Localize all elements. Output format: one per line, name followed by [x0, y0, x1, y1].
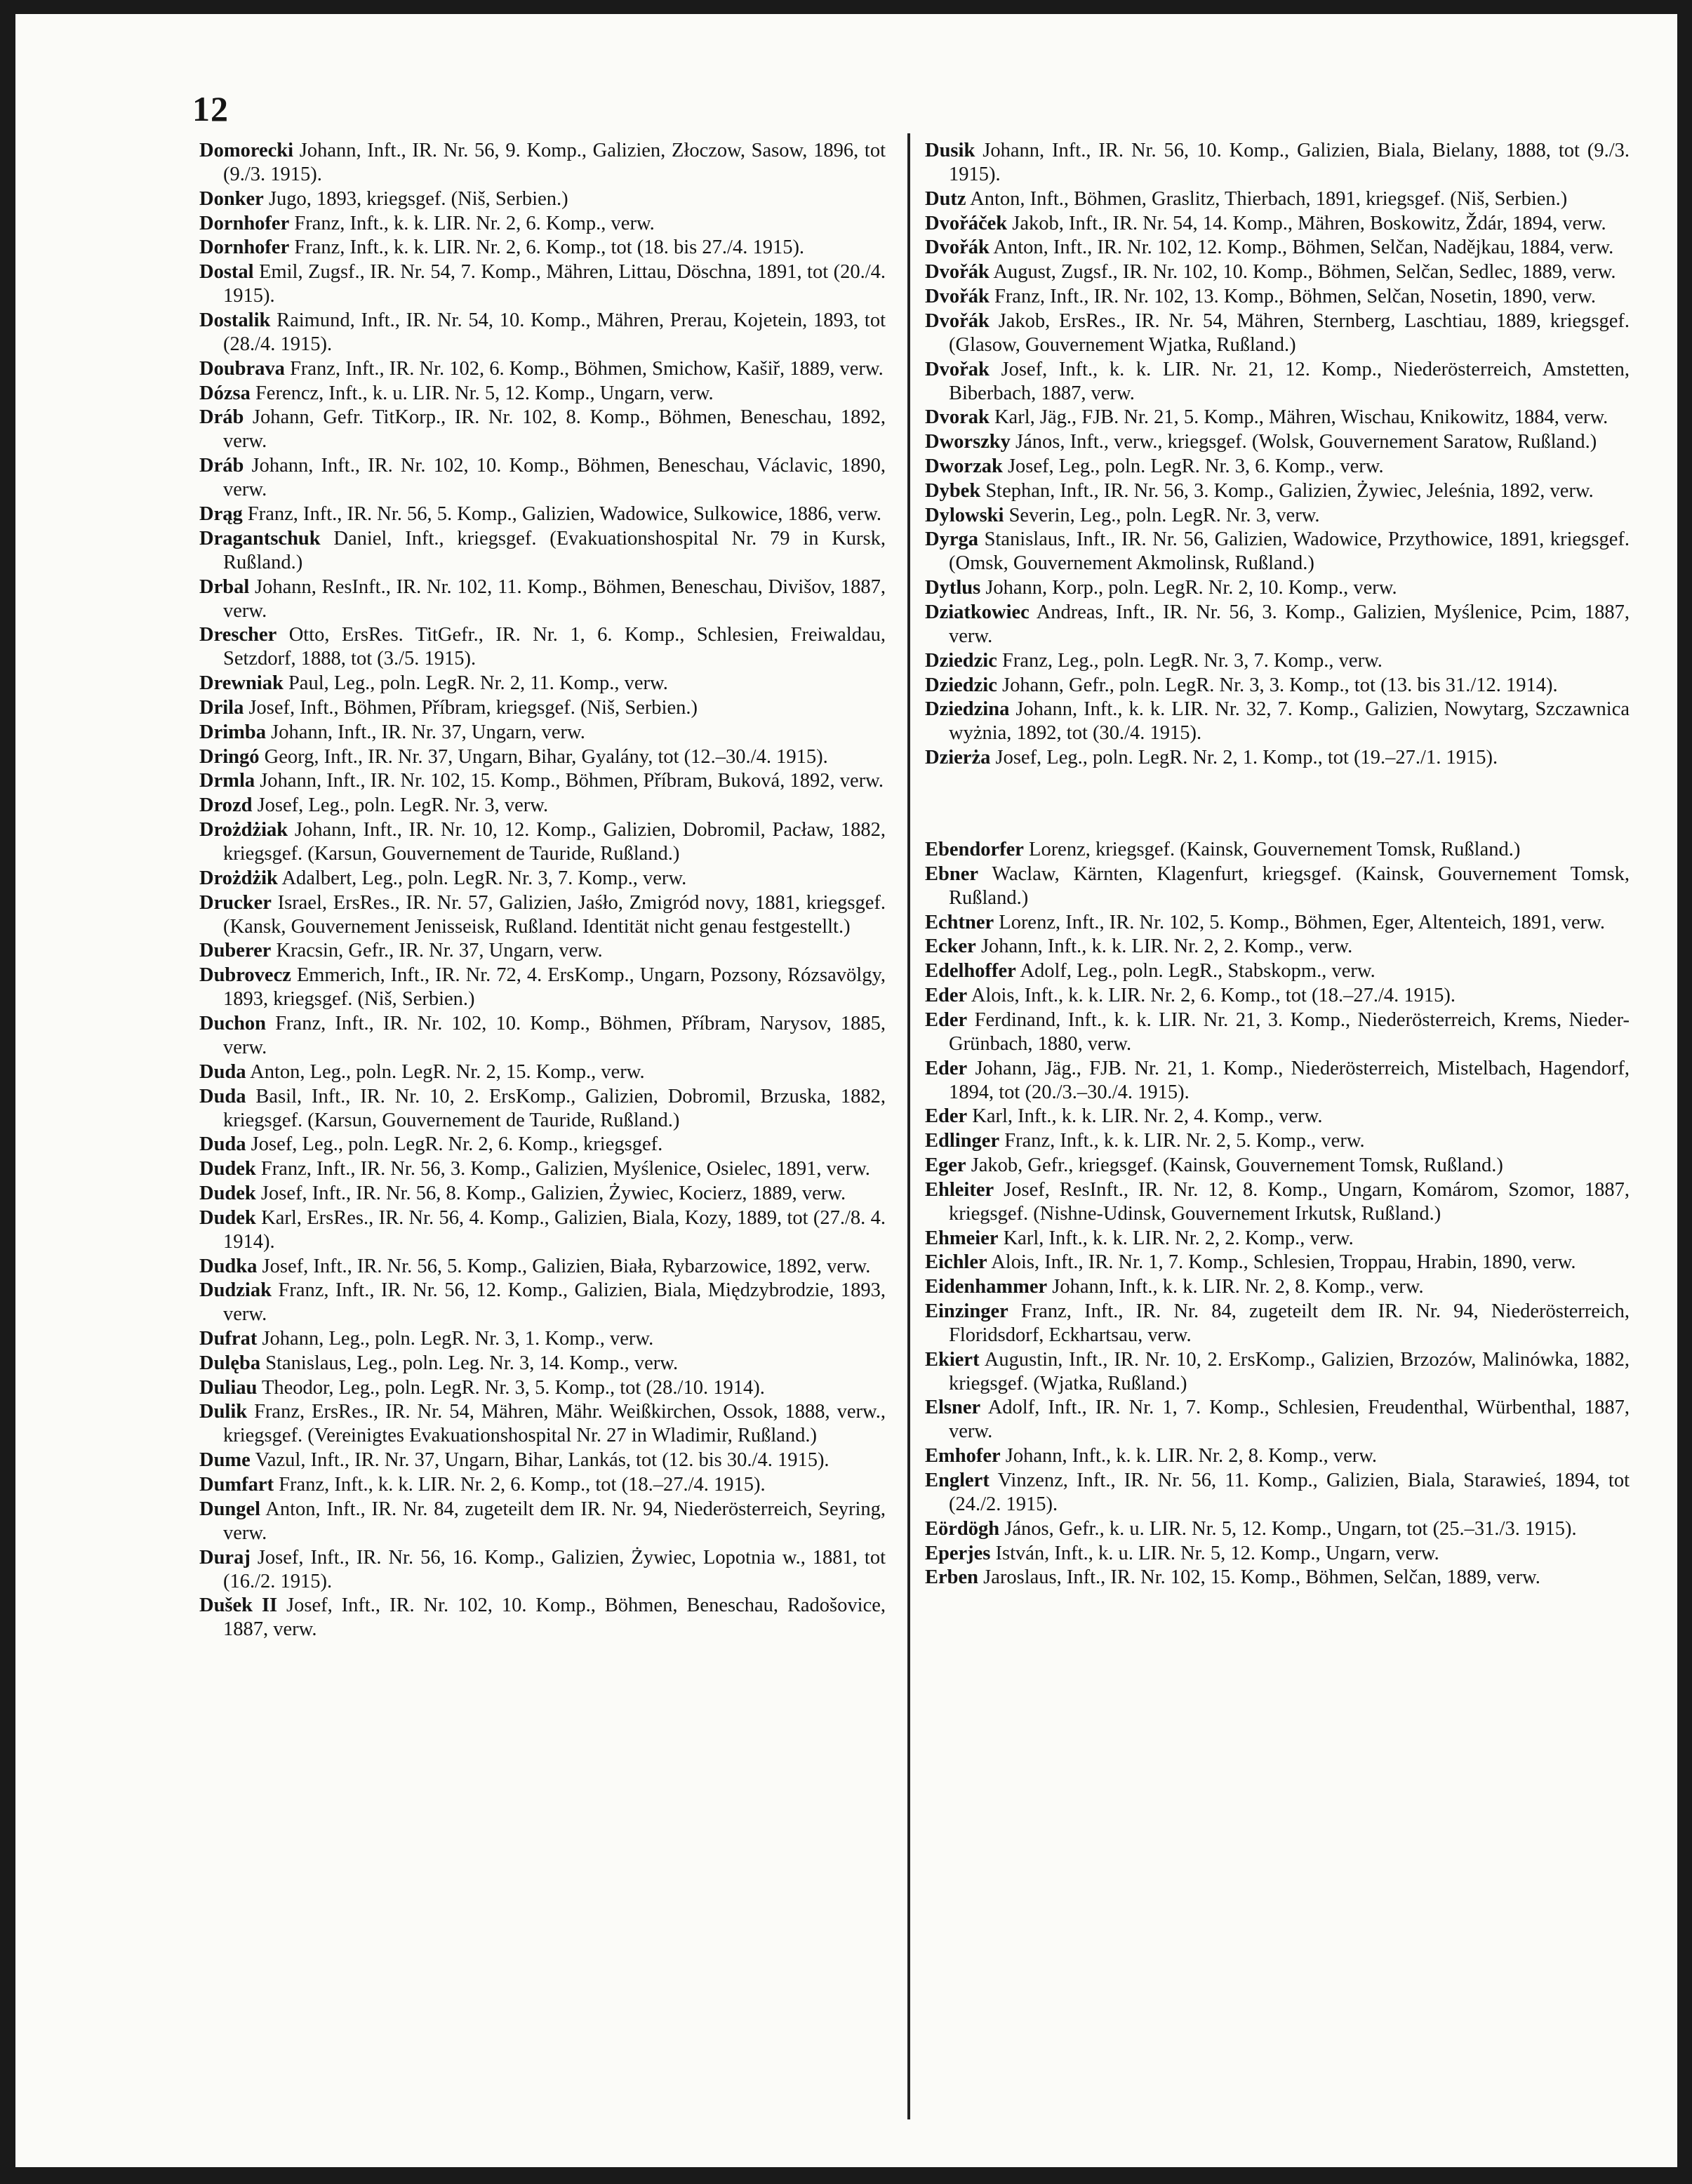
- register-entry: [199, 769, 886, 793]
- entry-surname: Ebner: [925, 863, 979, 885]
- entry-details: Karl, ErsRes., IR. Nr. 56, 4. Komp., Galizien, Biala, Kozy, 1889, tot (27./8. 4. 1914).: [223, 1206, 886, 1253]
- register-entry: [925, 746, 1630, 770]
- entry-surname: Dvořák: [925, 261, 990, 284]
- register-entry: [925, 1178, 1630, 1226]
- register-entry: [199, 502, 886, 526]
- register-entry: [199, 891, 886, 939]
- register-entry: [199, 672, 886, 695]
- entry-surname: Dráb: [199, 455, 244, 477]
- entry-surname: Drimba: [199, 721, 266, 743]
- entry-surname: Ecker: [925, 935, 976, 958]
- register-entry: [925, 430, 1630, 454]
- entry-surname: Duberer: [199, 940, 272, 962]
- entry-surname: Ebendorfer: [925, 838, 1024, 860]
- register-entry: [925, 838, 1630, 862]
- register-entry: [199, 309, 886, 357]
- register-entry: [199, 1546, 886, 1594]
- register-entry: [925, 187, 1630, 211]
- entry-details: Johann, Gefr., poln. LegR. Nr. 3, 3. Komp., tot (13. bis 31./12. 1914).: [1002, 674, 1558, 696]
- entry-details: Franz, Inft., IR. Nr. 102, 13. Komp., Böhmen, Selčan, Nosetin, 1890, verw.: [994, 285, 1596, 307]
- register-entry: [925, 1105, 1630, 1128]
- register-entry: [199, 1012, 886, 1060]
- entry-details: Vinzenz, Inft., IR. Nr. 56, 11. Komp., Galizien, Biala, Starawieś, 1894, tot (24./2. 1915).: [949, 1470, 1630, 1516]
- entry-surname: Eperjes: [925, 1542, 991, 1564]
- entry-details: Franz, Inft., k. k. LIR. Nr. 2, 6. Komp., tot (18. bis 27./4. 1915).: [294, 237, 805, 259]
- entry-details: Daniel, Inft., kriegsgef. (Evakuationshospital Nr. 79 in Kursk, Rußland.): [223, 527, 886, 573]
- entry-surname: Dvořak: [925, 358, 990, 380]
- entry-details: Vazul, Inft., IR. Nr. 37, Ungarn, Bihar, Lankás, tot (12. bis 30./4. 1915).: [255, 1449, 830, 1472]
- entry-details: Josef, Inft., IR. Nr. 56, 8. Komp., Galizien, Żywiec, Kocierz, 1889, verw.: [260, 1182, 846, 1204]
- register-entry: [925, 285, 1630, 309]
- left-column: [199, 139, 886, 1642]
- document-page: [15, 14, 1677, 2167]
- entry-details: Josef, Inft., Böhmen, Příbram, kriegsgef. (Niš, Serbien.): [248, 696, 698, 719]
- entry-surname: Dudziak: [199, 1279, 272, 1302]
- entry-details: Adalbert, Leg., poln. LegR. Nr. 3, 7. Komp., verw.: [281, 867, 687, 889]
- register-entry: [925, 1129, 1630, 1153]
- entry-surname: Eger: [925, 1154, 966, 1176]
- register-entry: [199, 623, 886, 671]
- register-entry: [199, 454, 886, 502]
- entry-details: Johann, Inft., IR. Nr. 37, Ungarn, verw.: [271, 721, 585, 743]
- entry-details: Stanislaus, Leg., poln. Leg. Nr. 3, 14. Komp., verw.: [265, 1352, 679, 1374]
- register-entry: [199, 382, 886, 406]
- entry-surname: Duraj: [199, 1546, 251, 1569]
- register-entry: [199, 1133, 886, 1157]
- register-entry: [199, 357, 886, 381]
- register-entry: [199, 406, 886, 453]
- entry-surname: Duda: [199, 1133, 246, 1156]
- entry-surname: Drescher: [199, 624, 277, 646]
- register-entry: [199, 696, 886, 720]
- register-entry: [925, 479, 1630, 503]
- register-entry: [925, 1154, 1630, 1178]
- entry-surname: Dworszky: [925, 431, 1011, 453]
- entry-details: Franz, Inft., k. k. LIR. Nr. 2, 5. Komp., verw.: [1004, 1130, 1365, 1152]
- entry-surname: Drożdżik: [199, 867, 278, 889]
- entry-details: János, Gefr., k. u. LIR. Nr. 5, 12. Komp., Ungarn, tot (25.–31./3. 1915).: [1004, 1517, 1577, 1540]
- register-entry: [199, 1085, 886, 1133]
- register-entry: [199, 818, 886, 866]
- entry-details: Stanislaus, Inft., IR. Nr. 56, Galizien, Wadowice, Przythowice, 1891, kriegsgef. (Omsk, Gouvernement Akmolinsk, Rußland.): [949, 528, 1630, 575]
- register-entry: [199, 867, 886, 891]
- register-entry: [199, 575, 886, 623]
- entry-details: Josef, Inft., k. k. LIR. Nr. 21, 12. Komp., Niederösterreich, Amstetten, Biberbach, 1887, verw.: [949, 358, 1630, 404]
- register-entry: [925, 212, 1630, 236]
- entry-details: Johann, Inft., IR. Nr. 102, 15. Komp., Böhmen, Příbram, Buková, 1892, verw.: [260, 770, 884, 792]
- entry-surname: Eichler: [925, 1251, 987, 1274]
- register-entry: [199, 139, 886, 187]
- entry-details: Kracsin, Gefr., IR. Nr. 37, Ungarn, verw.: [276, 940, 603, 962]
- entry-surname: Dudka: [199, 1255, 258, 1277]
- entry-details: Adolf, Inft., IR. Nr. 1, 7. Komp., Schlesien, Freudenthal, Würbenthal, 1887, verw.: [949, 1397, 1630, 1443]
- entry-surname: Edlinger: [925, 1130, 1000, 1152]
- register-entry: [199, 1594, 886, 1642]
- register-entry: [925, 674, 1630, 698]
- entry-details: Emmerich, Inft., IR. Nr. 72, 4. ErsKomp., Ungarn, Pozsony, Rózsavölgy, 1893, kriegsgef. (Niš, Serbien.): [223, 964, 886, 1011]
- entry-details: Johann, Inft., IR. Nr. 102, 10. Komp., Böhmen, Beneschau, Václavic, 1890, verw.: [223, 455, 886, 501]
- entry-surname: Drewniak: [199, 672, 284, 695]
- register-entry: [925, 1396, 1630, 1444]
- entry-details: Johann, Inft., k. k. LIR. Nr. 2, 8. Komp., verw.: [1052, 1276, 1424, 1298]
- entry-details: Emil, Zugsf., IR. Nr. 54, 7. Komp., Mähren, Littau, Döschna, 1891, tot (20./4. 1915).: [223, 261, 886, 307]
- entry-details: Franz, Inft., IR. Nr. 102, 6. Komp., Böhmen, Smichow, Kašiř, 1889, verw.: [290, 357, 884, 380]
- column-divider: [907, 133, 910, 2119]
- entry-details: Karl, Inft., k. k. LIR. Nr. 2, 4. Komp., verw.: [972, 1105, 1323, 1128]
- register-entry: [199, 1498, 886, 1545]
- entry-details: Stephan, Inft., IR. Nr. 56, 3. Komp., Galizien, Żywiec, Jeleśnia, 1892, verw.: [985, 479, 1594, 502]
- entry-details: Raimund, Inft., IR. Nr. 54, 10. Komp., Mähren, Prerau, Kojetein, 1893, tot (28./4. 1915).: [223, 309, 886, 355]
- register-entry: [925, 576, 1630, 600]
- register-entry: [199, 1449, 886, 1472]
- entry-surname: Dziedzic: [925, 649, 997, 672]
- entry-surname: Eder: [925, 1105, 968, 1128]
- entry-surname: Drmla: [199, 770, 255, 792]
- register-entry: [199, 745, 886, 769]
- entry-details: Anton, Leg., poln. LegR. Nr. 2, 15. Komp., verw.: [250, 1060, 645, 1083]
- entry-details: Paul, Leg., poln. LegR. Nr. 2, 11. Komp., verw.: [288, 672, 668, 695]
- entry-surname: Dvořáček: [925, 212, 1008, 234]
- entry-details: Alois, Inft., IR. Nr. 1, 7. Komp., Schlesien, Troppau, Hrabin, 1890, verw.: [991, 1251, 1576, 1274]
- register-entry: [925, 260, 1630, 284]
- entry-details: Jakob, Inft., IR. Nr. 54, 14. Komp., Mähren, Boskowitz, Ždár, 1894, verw.: [1012, 212, 1606, 234]
- register-entry: [925, 236, 1630, 260]
- entry-details: Otto, ErsRes. TitGefr., IR. Nr. 1, 6. Komp., Schlesien, Freiwaldau, Setzdorf, 1888, tot (3./5. 1915).: [223, 624, 886, 670]
- entry-details: Josef, Inft., IR. Nr. 56, 16. Komp., Galizien, Żywiec, Lopotnia w., 1881, tot (16./2. 1915).: [223, 1546, 886, 1592]
- register-entry: [199, 187, 886, 211]
- entry-details: Augustin, Inft., IR. Nr. 10, 2. ErsKomp., Galizien, Brzozów, Malinówka, 1882, kriegsgef. (Wjatka, Rußland.): [949, 1348, 1630, 1394]
- entry-surname: Dostal: [199, 261, 254, 284]
- entry-details: Ferdinand, Inft., k. k. LIR. Nr. 21, 3. Komp., Niederösterreich, Krems, Nieder-Grünbach, 1880, verw.: [949, 1008, 1630, 1055]
- entry-surname: Drbal: [199, 575, 250, 598]
- entry-details: Johann, Inft., k. k. LIR. Nr. 2, 2. Komp., verw.: [980, 935, 1353, 958]
- entry-surname: Dume: [199, 1449, 251, 1472]
- entry-surname: Eder: [925, 1008, 968, 1031]
- entry-surname: Dvořák: [925, 237, 990, 259]
- entry-details: Adolf, Leg., poln. LegR., Stabskopm., verw.: [1020, 960, 1375, 983]
- entry-surname: Dráb: [199, 406, 244, 429]
- entry-details: August, Zugsf., IR. Nr. 102, 10. Komp., Böhmen, Selčan, Sedlec, 1889, verw.: [993, 261, 1616, 284]
- entry-surname: Dostalik: [199, 309, 271, 331]
- entry-surname: Dylowski: [925, 504, 1004, 526]
- entry-details: Andreas, Inft., IR. Nr. 56, 3. Komp., Galizien, Myślenice, Pcim, 1887, verw.: [949, 601, 1630, 647]
- register-entry: [925, 1008, 1630, 1056]
- register-entry: [199, 236, 886, 260]
- entry-surname: Dvořák: [925, 285, 990, 307]
- entry-details: Johann, ResInft., IR. Nr. 102, 11. Komp., Böhmen, Beneschau, Divišov, 1887, verw.: [223, 575, 886, 622]
- entry-surname: Dudek: [199, 1182, 256, 1204]
- entry-surname: Drąg: [199, 502, 243, 525]
- register-entry: [925, 406, 1630, 430]
- entry-details: Franz, Leg., poln. LegR. Nr. 3, 7. Komp., verw.: [1002, 649, 1383, 672]
- entry-details: Franz, Inft., k. k. LIR. Nr. 2, 6. Komp., verw.: [294, 212, 655, 234]
- register-entry: [199, 527, 886, 575]
- entry-details: Josef, Leg., poln. LegR. Nr. 2, 1. Komp., tot (19.–27./1. 1915).: [995, 747, 1498, 769]
- entry-details: Franz, Inft., k. k. LIR. Nr. 2, 6. Komp., tot (18.–27./4. 1915).: [279, 1474, 766, 1496]
- register-entry: [199, 1327, 886, 1351]
- entry-details: Georg, Inft., IR. Nr. 37, Ungarn, Bihar, Gyalány, tot (12.–30./4. 1915).: [264, 745, 828, 768]
- entry-surname: Dziatkowiec: [925, 601, 1030, 623]
- right-column-e-section: [925, 838, 1630, 1590]
- register-entry: [199, 212, 886, 236]
- register-entry: [925, 1444, 1630, 1468]
- register-entry: [199, 1352, 886, 1376]
- register-entry: [925, 1300, 1630, 1347]
- entry-surname: Dudek: [199, 1206, 256, 1229]
- register-entry: [199, 939, 886, 963]
- entry-details: Franz, ErsRes., IR. Nr. 54, Mähren, Mähr. Weißkirchen, Ossok, 1888, verw., kriegsgef. (Vereinigtes Evakuationshospital Nr. 27 in Wladimir, Rußland.): [223, 1401, 886, 1447]
- register-entry: [925, 698, 1630, 745]
- register-entry: [925, 863, 1630, 910]
- register-entry: [925, 1542, 1630, 1566]
- entry-details: Anton, Inft., IR. Nr. 102, 12. Komp., Böhmen, Selčan, Nadějkau, 1884, verw.: [993, 237, 1614, 259]
- entry-details: Josef, Leg., poln. LegR. Nr. 2, 6. Komp., kriegsgef.: [251, 1133, 663, 1156]
- entry-surname: Dungel: [199, 1498, 261, 1520]
- entry-details: Anton, Inft., Böhmen, Graslitz, Thierbach, 1891, kriegsgef. (Niš, Serbien.): [970, 187, 1568, 210]
- register-entry: [925, 1566, 1630, 1590]
- entry-surname: Doubrava: [199, 357, 285, 380]
- entry-details: Johann, Inft., k. k. LIR. Nr. 2, 8. Komp., verw.: [1005, 1445, 1378, 1467]
- entry-surname: Dvorak: [925, 406, 990, 429]
- register-entry: [925, 1057, 1630, 1105]
- entry-details: Josef, Leg., poln. LegR. Nr. 3, 6. Komp., verw.: [1007, 455, 1384, 477]
- entry-surname: Englert: [925, 1470, 990, 1492]
- entry-details: Franz, Inft., IR. Nr. 56, 5. Komp., Galizien, Wadowice, Sulkowice, 1886, verw.: [247, 502, 882, 525]
- entry-surname: Dyrga: [925, 528, 978, 551]
- entry-surname: Domorecki: [199, 140, 294, 161]
- entry-details: Jakob, ErsRes., IR. Nr. 54, Mähren, Sternberg, Laschtiau, 1889, kriegsgef. (Glasow, Gouvernement Wjatka, Rußland.): [949, 309, 1630, 356]
- entry-surname: Dulęba: [199, 1352, 261, 1374]
- register-entry: [199, 1376, 886, 1400]
- register-entry: [199, 1473, 886, 1497]
- register-entry: [925, 139, 1630, 187]
- entry-surname: Edelhoffer: [925, 960, 1016, 983]
- entry-details: Johann, Inft., k. k. LIR. Nr. 32, 7. Komp., Galizien, Nowytarg, Szczawnica wyżnia, 1892, tot (30./4. 1915).: [949, 698, 1630, 745]
- entry-details: Jakob, Gefr., kriegsgef. (Kainsk, Gouvernement Tomsk, Rußland.): [971, 1154, 1503, 1176]
- entry-surname: Duchon: [199, 1012, 267, 1034]
- entry-details: Johann, Inft., IR. Nr. 56, 10. Komp., Galizien, Biala, Bielany, 1888, tot (9./3. 1915).: [949, 140, 1630, 185]
- entry-details: Basil, Inft., IR. Nr. 10, 2. ErsKomp., Galizien, Dobromil, Brzuska, 1882, kriegsgef. (Karsun, Gouvernement de Tauride, Rußland.): [223, 1085, 886, 1131]
- entry-details: Alois, Inft., k. k. LIR. Nr. 2, 6. Komp., tot (18.–27./4. 1915).: [971, 984, 1456, 1006]
- entry-surname: Drożdżiak: [199, 818, 288, 841]
- entry-details: Franz, Inft., IR. Nr. 56, 12. Komp., Galizien, Biala, Międzybrodzie, 1893, verw.: [223, 1279, 886, 1326]
- register-entry: [925, 601, 1630, 648]
- entry-surname: Dworzak: [925, 455, 1003, 477]
- entry-surname: Drozd: [199, 794, 253, 817]
- entry-surname: Dziedzina: [925, 698, 1010, 721]
- register-entry: [925, 935, 1630, 959]
- entry-details: István, Inft., k. u. LIR. Nr. 5, 12. Komp., Ungarn, verw.: [995, 1542, 1439, 1564]
- entry-surname: Dubrovecz: [199, 964, 291, 987]
- entry-details: Josef, ResInft., IR. Nr. 12, 8. Komp., Ungarn, Komárom, Szomor, 1887, kriegsgef. (Nishne-Udinsk, Gouvernement Irkutsk, Rußland.): [949, 1178, 1630, 1225]
- page-number: 12: [192, 89, 229, 128]
- entry-details: Josef, Inft., IR. Nr. 102, 10. Komp., Böhmen, Beneschau, Radošovice, 1887, verw.: [223, 1594, 886, 1641]
- entry-surname: Dvořák: [925, 309, 990, 332]
- register-entry: [199, 1400, 886, 1448]
- entry-surname: Eder: [925, 984, 968, 1006]
- entry-details: Josef, Inft., IR. Nr. 56, 5. Komp., Galizien, Biała, Rybarzowice, 1892, verw.: [262, 1255, 871, 1277]
- entry-surname: Dumfart: [199, 1474, 274, 1496]
- entry-details: Franz, Inft., IR. Nr. 84, zugeteilt dem IR. Nr. 94, Niederösterreich, Floridsdorf, Eckhartsau, verw.: [949, 1300, 1630, 1346]
- entry-details: Franz, Inft., IR. Nr. 102, 10. Komp., Böhmen, Příbram, Narysov, 1885, verw.: [223, 1012, 886, 1058]
- entry-details: Jaroslaus, Inft., IR. Nr. 102, 15. Komp., Böhmen, Selčan, 1889, verw.: [983, 1566, 1540, 1589]
- right-column-d-section: [925, 139, 1630, 770]
- entry-details: Johann, Leg., poln. LegR. Nr. 3, 1. Komp., verw.: [262, 1328, 654, 1350]
- register-entry: [925, 309, 1630, 357]
- register-entry: [199, 964, 886, 1011]
- entry-details: Franz, Inft., IR. Nr. 56, 3. Komp., Galizien, Myślenice, Osielec, 1891, verw.: [260, 1158, 870, 1180]
- register-entry: [199, 1157, 886, 1181]
- entry-details: Severin, Leg., poln. LegR. Nr. 3, verw.: [1008, 504, 1320, 526]
- entry-surname: Emhofer: [925, 1445, 1001, 1467]
- entry-surname: Dornhofer: [199, 212, 290, 234]
- entry-details: Karl, Inft., k. k. LIR. Nr. 2, 2. Komp., verw.: [1003, 1227, 1354, 1249]
- entry-surname: Dziedzic: [925, 674, 997, 696]
- entry-details: Karl, Jäg., FJB. Nr. 21, 5. Komp., Mähren, Wischau, Knikowitz, 1884, verw.: [994, 406, 1608, 429]
- entry-surname: Elsner: [925, 1397, 981, 1419]
- entry-surname: Dutz: [925, 187, 966, 210]
- entry-surname: Dybek: [925, 479, 981, 502]
- register-entry: [925, 1348, 1630, 1396]
- entry-details: Johann, Korp., poln. LegR. Nr. 2, 10. Komp., verw.: [985, 577, 1397, 599]
- entry-surname: Eidenhammer: [925, 1276, 1048, 1298]
- entry-surname: Dusik: [925, 140, 975, 161]
- entry-surname: Echtner: [925, 911, 994, 933]
- section-gap: [925, 771, 1630, 838]
- entry-surname: Ehleiter: [925, 1178, 994, 1201]
- entry-details: Waclaw, Kärnten, Klagenfurt, kriegsgef. (Kainsk, Gouvernement Tomsk, Rußland.): [949, 863, 1630, 909]
- entry-surname: Dytlus: [925, 577, 981, 599]
- entry-surname: Dulik: [199, 1401, 248, 1423]
- entry-surname: Duda: [199, 1060, 246, 1083]
- entry-details: Johann, Inft., IR. Nr. 56, 9. Komp., Galizien, Złoczow, Sasow, 1896, tot (9./3. 1915).: [223, 140, 886, 185]
- register-entry: [925, 1275, 1630, 1299]
- entry-surname: Ekiert: [925, 1348, 980, 1371]
- entry-details: Ferencz, Inft., k. u. LIR. Nr. 5, 12. Komp., Ungarn, verw.: [255, 382, 714, 404]
- entry-details: Johann, Gefr. TitKorp., IR. Nr. 102, 8. Komp., Böhmen, Beneschau, 1892, verw.: [223, 406, 886, 453]
- register-entry: [925, 1469, 1630, 1517]
- entry-details: Lorenz, Inft., IR. Nr. 102, 5. Komp., Böhmen, Eger, Altenteich, 1891, verw.: [999, 911, 1605, 933]
- entry-surname: Donker: [199, 187, 264, 210]
- register-entry: [925, 528, 1630, 575]
- register-entry: [199, 721, 886, 745]
- register-entry: [925, 358, 1630, 406]
- register-entry: [199, 1182, 886, 1206]
- register-entry: [925, 1227, 1630, 1251]
- entry-surname: Dringó: [199, 745, 260, 768]
- entry-details: Johann, Jäg., FJB. Nr. 21, 1. Komp., Niederösterreich, Mistelbach, Hagendorf, 1894, tot (20./3.–30./4. 1915).: [949, 1057, 1630, 1103]
- register-entry: [199, 794, 886, 818]
- register-entry: [199, 1060, 886, 1084]
- register-entry: [925, 984, 1630, 1008]
- entry-surname: Erben: [925, 1566, 979, 1589]
- entry-surname: Eördögh: [925, 1517, 1000, 1540]
- entry-surname: Drucker: [199, 891, 272, 914]
- entry-surname: Eder: [925, 1057, 968, 1079]
- register-entry: [199, 1279, 886, 1326]
- register-entry: [925, 1251, 1630, 1274]
- entry-surname: Dragantschuk: [199, 527, 321, 550]
- register-entry: [925, 1517, 1630, 1541]
- entry-surname: Dornhofer: [199, 237, 290, 259]
- entry-details: Israel, ErsRes., IR. Nr. 57, Galizien, Jaśło, Zmigród novy, 1881, kriegsgef. (Kansk, Gouvernement Jenisseisk, Rußland. Identität nicht genau festgestellt.): [223, 891, 886, 938]
- register-entry: [925, 911, 1630, 935]
- entry-details: Lorenz, kriegsgef. (Kainsk, Gouvernement Tomsk, Rußland.): [1029, 838, 1521, 860]
- entry-details: Josef, Leg., poln. LegR. Nr. 3, verw.: [257, 794, 549, 817]
- entry-surname: Dózsa: [199, 382, 251, 404]
- entry-surname: Dzierża: [925, 747, 991, 769]
- entry-surname: Dufrat: [199, 1328, 258, 1350]
- entry-details: Theodor, Leg., poln. LegR. Nr. 3, 5. Komp., tot (28./10. 1914).: [262, 1376, 765, 1399]
- entry-details: Johann, Inft., IR. Nr. 10, 12. Komp., Galizien, Dobromil, Pacław, 1882, kriegsgef. (Karsun, Gouvernement de Tauride, Rußland.): [223, 818, 886, 865]
- entry-surname: Duda: [199, 1085, 246, 1107]
- register-entry: [925, 504, 1630, 528]
- entry-surname: Ehmeier: [925, 1227, 999, 1249]
- entry-details: János, Inft., verw., kriegsgef. (Wolsk, Gouvernement Saratow, Rußland.): [1015, 431, 1597, 453]
- register-entry: [925, 959, 1630, 983]
- entry-surname: Dušek II: [199, 1594, 278, 1617]
- entry-surname: Dudek: [199, 1158, 256, 1180]
- entry-surname: Duliau: [199, 1376, 258, 1399]
- entry-surname: Drila: [199, 696, 244, 719]
- register-entry: [199, 1255, 886, 1279]
- register-entry: [925, 649, 1630, 673]
- entry-details: Jugo, 1893, kriegsgef. (Niš, Serbien.): [268, 187, 568, 210]
- entry-surname: Einzinger: [925, 1300, 1008, 1322]
- register-entry: [925, 455, 1630, 479]
- right-column: [925, 139, 1630, 1590]
- register-entry: [199, 1206, 886, 1254]
- entry-details: Anton, Inft., IR. Nr. 84, zugeteilt dem IR. Nr. 94, Niederösterreich, Seyring, verw.: [223, 1498, 886, 1544]
- register-entry: [199, 260, 886, 308]
